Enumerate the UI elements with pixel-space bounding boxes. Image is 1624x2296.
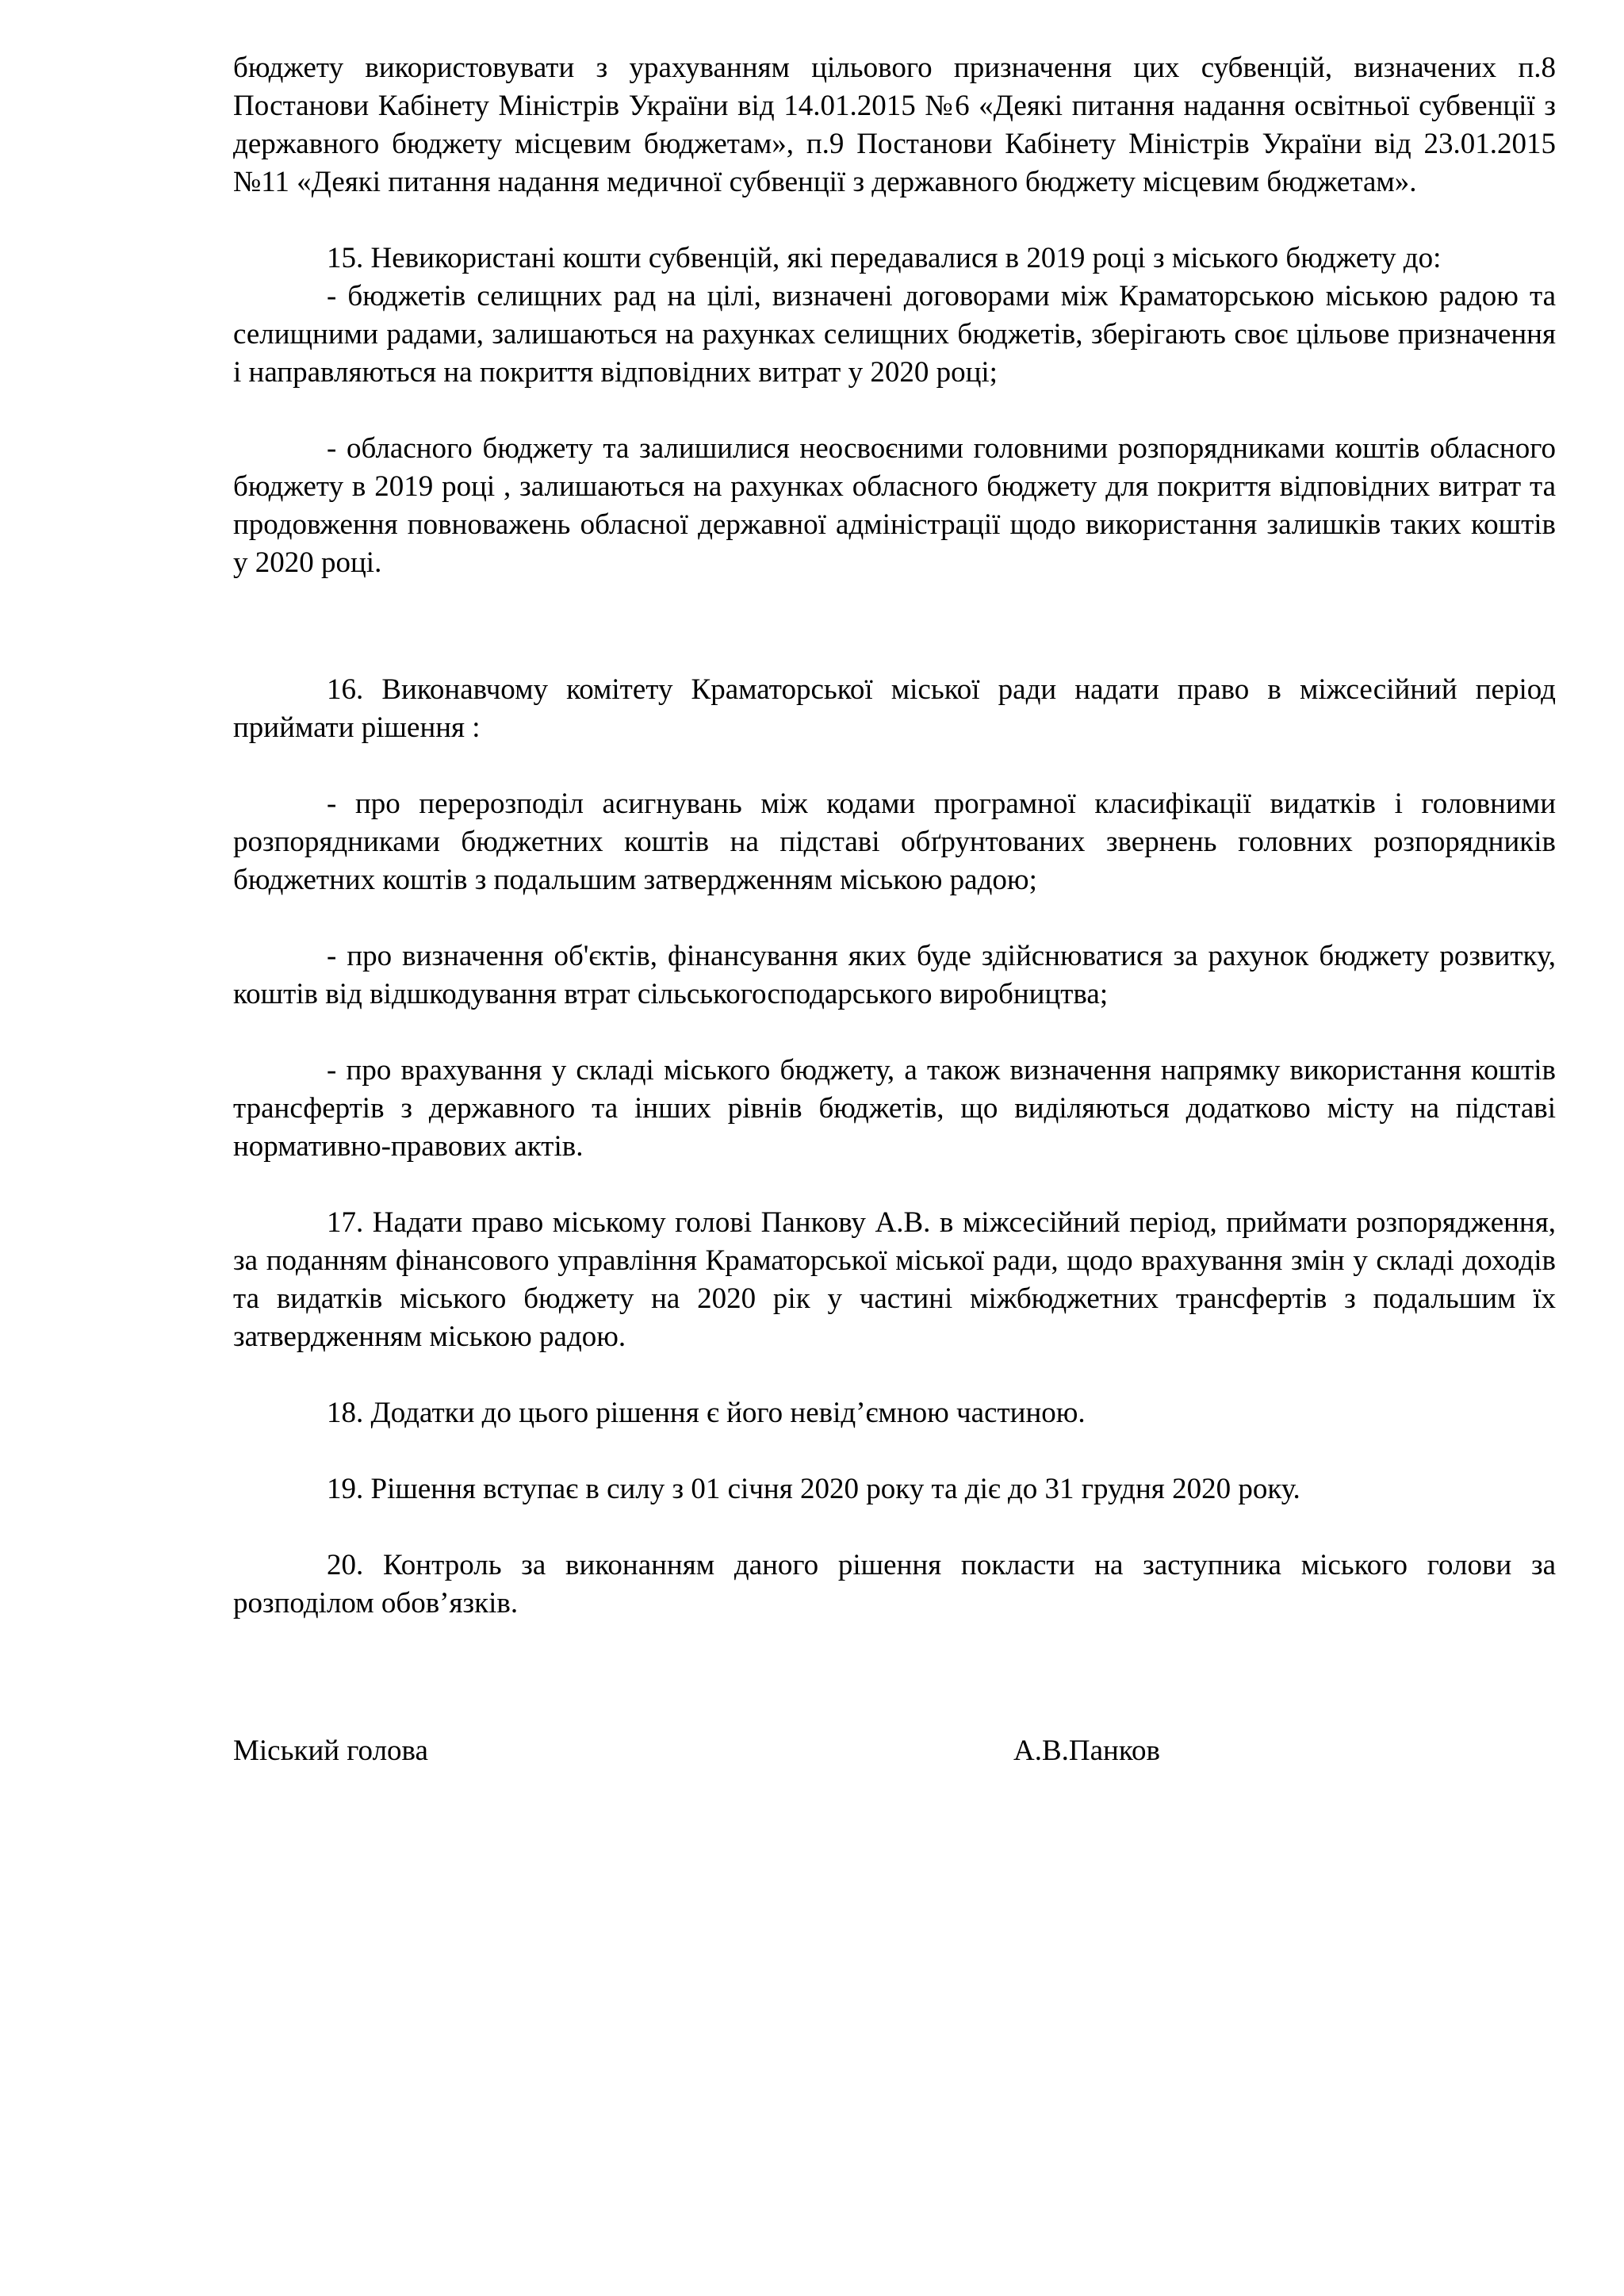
signature-block xyxy=(233,1732,1556,1770)
paragraph-16-item-objects: - про визначення об'єктів, фінансування яких буде здійснюватися за рахунок бюджету розвитку, коштів від відшкодування втрат сільськогосподарського виробництва; xyxy=(233,940,1556,1010)
paragraph-14-continuation: бюджету використовувати з урахуванням цільового призначення цих субвенцій, визначених п.8 Постанови Кабінету Міністрів України від 14.01.2015 №6 «Деякі питання надання освітньої субвенції з державного бюджету місцевим бюджетам», п.9 Постанови Кабінету Міністрів України від 23.01.2015 №11 «Деякі питання надання медичної субвенції з державного бюджету місцевим бюджетам». xyxy=(233,52,1556,198)
paragraph-16-item-reallocation: - про перерозподіл асигнувань між кодами програмної класифікації видатків і головними розпорядниками бюджетних коштів на підставі обґрунтованих звернень головних розпорядників бюджетних коштів з подальшим затвердженням міською радою; xyxy=(233,788,1556,896)
document-page xyxy=(233,49,1556,1770)
paragraph-18: 18. Додатки до цього рішення є його невід’ємною частиною. xyxy=(327,1397,1086,1429)
paragraph-20: 20. Контроль за виконанням даного рішення покласти на заступника міського голови за розподілом обов’язків. xyxy=(233,1549,1556,1619)
paragraph-17: 17. Надати право міському голові Панкову А.В. в міжсесійний період, приймати розпорядження, за поданням фінансового управління Краматорської міської ради, щодо врахування змін у складі доходів та видатків міського бюджету на 2020 рік у частині міжбюджетних трансфертів з подальшим їх затвердженням міською радою. xyxy=(233,1206,1556,1353)
paragraph-16: 16. Виконавчому комітету Краматорської міської ради надати право в міжсесійний період приймати рішення : xyxy=(233,673,1556,744)
paragraph-16-item-transfers: - про врахування у складі міського бюджету, а також визначення напрямку використання коштів трансфертів з державного та інших рівнів бюджетів, що виділяються додатково місту на підставі нормативно-правових актів. xyxy=(233,1054,1556,1163)
paragraph-15: 15. Невикористані кошти субвенцій, які передавалися в 2019 році з міського бюджету до: xyxy=(327,242,1442,274)
paragraph-15-item-settlement-budgets: - бюджетів селищних рад на цілі, визначені договорами між Краматорською міською радою та селищними радами, залишаються на рахунках селищних бюджетів, зберігають своє цільове призначення і направляються на покриття відповідних витрат у 2020 році; xyxy=(233,280,1556,389)
paragraph-15-item-oblast-budget: - обласного бюджету та залишилися неосвоєними головними розпорядниками коштів обласного бюджету в 2019 році , залишаються на рахунках обласного бюджету для покриття відповідних витрат та продовження повноважень обласної державної адміністрації щодо використання залишків таких коштів у 2020 році. xyxy=(233,432,1556,579)
signature-name: А.В.Панков xyxy=(1013,1734,1160,1767)
signature-title: Міський голова xyxy=(233,1734,428,1767)
paragraph-19: 19. Рішення вступає в силу з 01 січня 2020 року та діє до 31 грудня 2020 року. xyxy=(327,1473,1300,1505)
